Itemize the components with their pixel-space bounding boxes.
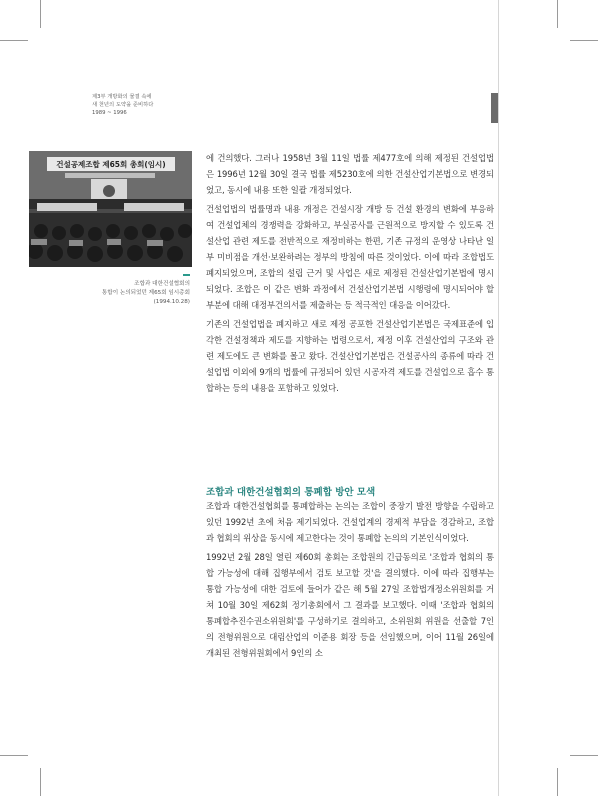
running-head xyxy=(92,93,153,117)
caption-marker xyxy=(183,274,190,276)
crop-mark xyxy=(557,0,558,28)
assembly-photo-graphic xyxy=(29,151,192,267)
caption-line: (1994.10.28) xyxy=(153,299,190,305)
crop-mark xyxy=(0,755,28,756)
crop-mark xyxy=(40,768,41,796)
crop-mark xyxy=(570,755,598,756)
body-text-bottom xyxy=(206,498,494,664)
section-heading: 조합과 대한건설협회의 통폐합 방안 모색 xyxy=(206,487,376,498)
running-head-line: 제3부 개방화의 물결 속에 xyxy=(92,94,152,100)
crop-mark xyxy=(570,40,598,41)
crop-mark xyxy=(557,768,558,796)
running-head-line: 새 천년의 도약을 준비하다 xyxy=(92,102,154,108)
photo-caption xyxy=(60,280,190,307)
paragraph: 건설업법의 법률명과 내용 개정은 건설시장 개방 등 건설 환경의 변화에 부응하여 건설업체의 경쟁력을 강화하고, 부실공사를 근원적으로 방지할 수 있도록 건설산업 관련 제도를 전반적으로 재정비하는 한편, 기존 규정의 운영상 나타난 일부 미비점을 개선·보완하려는 정부의 방침에 따른 것이었다. 이에 따라 조합법도 폐지되었으며, 조합의 설립 근거 및 사업은 새로 제정된 건설산업기본법에 명시되었다. 조합은 이 같은 변화 과정에서 건설산업기본법 시행령에 명시되어야 할 부분에 대해 대정부건의서를 제출하는 등 적극적인 대응을 이어갔다. xyxy=(206,204,494,310)
paragraph: 조합과 대한건설협회를 통폐합하는 논의는 조합이 중장기 발전 방향을 수립하고 있던 1992년 초에 처음 제기되었다. 건설업계의 경제적 부담을 경감하고, 조합과 협회의 위상을 동시에 제고한다는 것이 통폐합 논의의 기본인식이었다. xyxy=(206,501,494,543)
margin-rule xyxy=(498,0,499,796)
caption-line: 통합이 논의되었던 제65회 임시총회 xyxy=(101,290,190,296)
assembly-photo xyxy=(29,151,192,267)
caption-line: 조합과 대한건설협회의 xyxy=(134,281,190,287)
photo-banner-text: 건설공제조합 제65회 총회(임시) xyxy=(56,160,166,169)
paragraph: 에 건의했다. 그러나 1958년 3월 11일 법률 제477호에 의해 제정된 건설업법은 1996년 12월 30일 결국 법률 제5230호에 의한 건설산업기본법으로 변경되었고, 동시에 내용 또한 일괄 개정되었다. xyxy=(206,153,494,195)
paragraph: 1992년 2월 28일 열린 제60회 총회는 조합원의 긴급동의로 '조합과 협회의 통합 가능성에 대해 집행부에서 검토 보고할 것'을 결의했다. 이에 따라 집행부는 통합 가능성에 대한 검토에 들어가 같은 해 5월 27일 조합법개정소위원회를 거쳐 10월 30일 제62회 정기총회에서 그 결과를 보고했다. 이때 '조합과 협회의 통폐합추진수권소위원회'를 구성하기로 결의하고, 소위원회 위원을 선출할 7인의 전형위원으로 대림산업의 이준용 회장 등을 선임했으며, 이어 11월 26일에 개최된 전형위원회에서 9인의 소 xyxy=(206,552,494,658)
chapter-tab xyxy=(491,93,498,123)
paragraph: 기존의 건설업법을 폐지하고 새로 제정 공포한 건설산업기본법은 국제표준에 입각한 건설정책과 제도를 지향하는 법령으로서, 제정 이후 건설산업의 구조와 관련 제도에도 큰 변화를 몰고 왔다. 건설산업기본법은 건설공사의 종류에 따라 건설업법 이외에 9개의 법률에 규정되어 있던 시공자격 제도를 건설업으로 흡수 통합하는 등의 내용을 포함하고 있었다. xyxy=(206,319,494,393)
crop-mark xyxy=(0,40,28,41)
crop-mark xyxy=(40,0,41,28)
running-head-line: 1989 ~ 1996 xyxy=(92,110,127,116)
body-text-top xyxy=(206,150,494,399)
